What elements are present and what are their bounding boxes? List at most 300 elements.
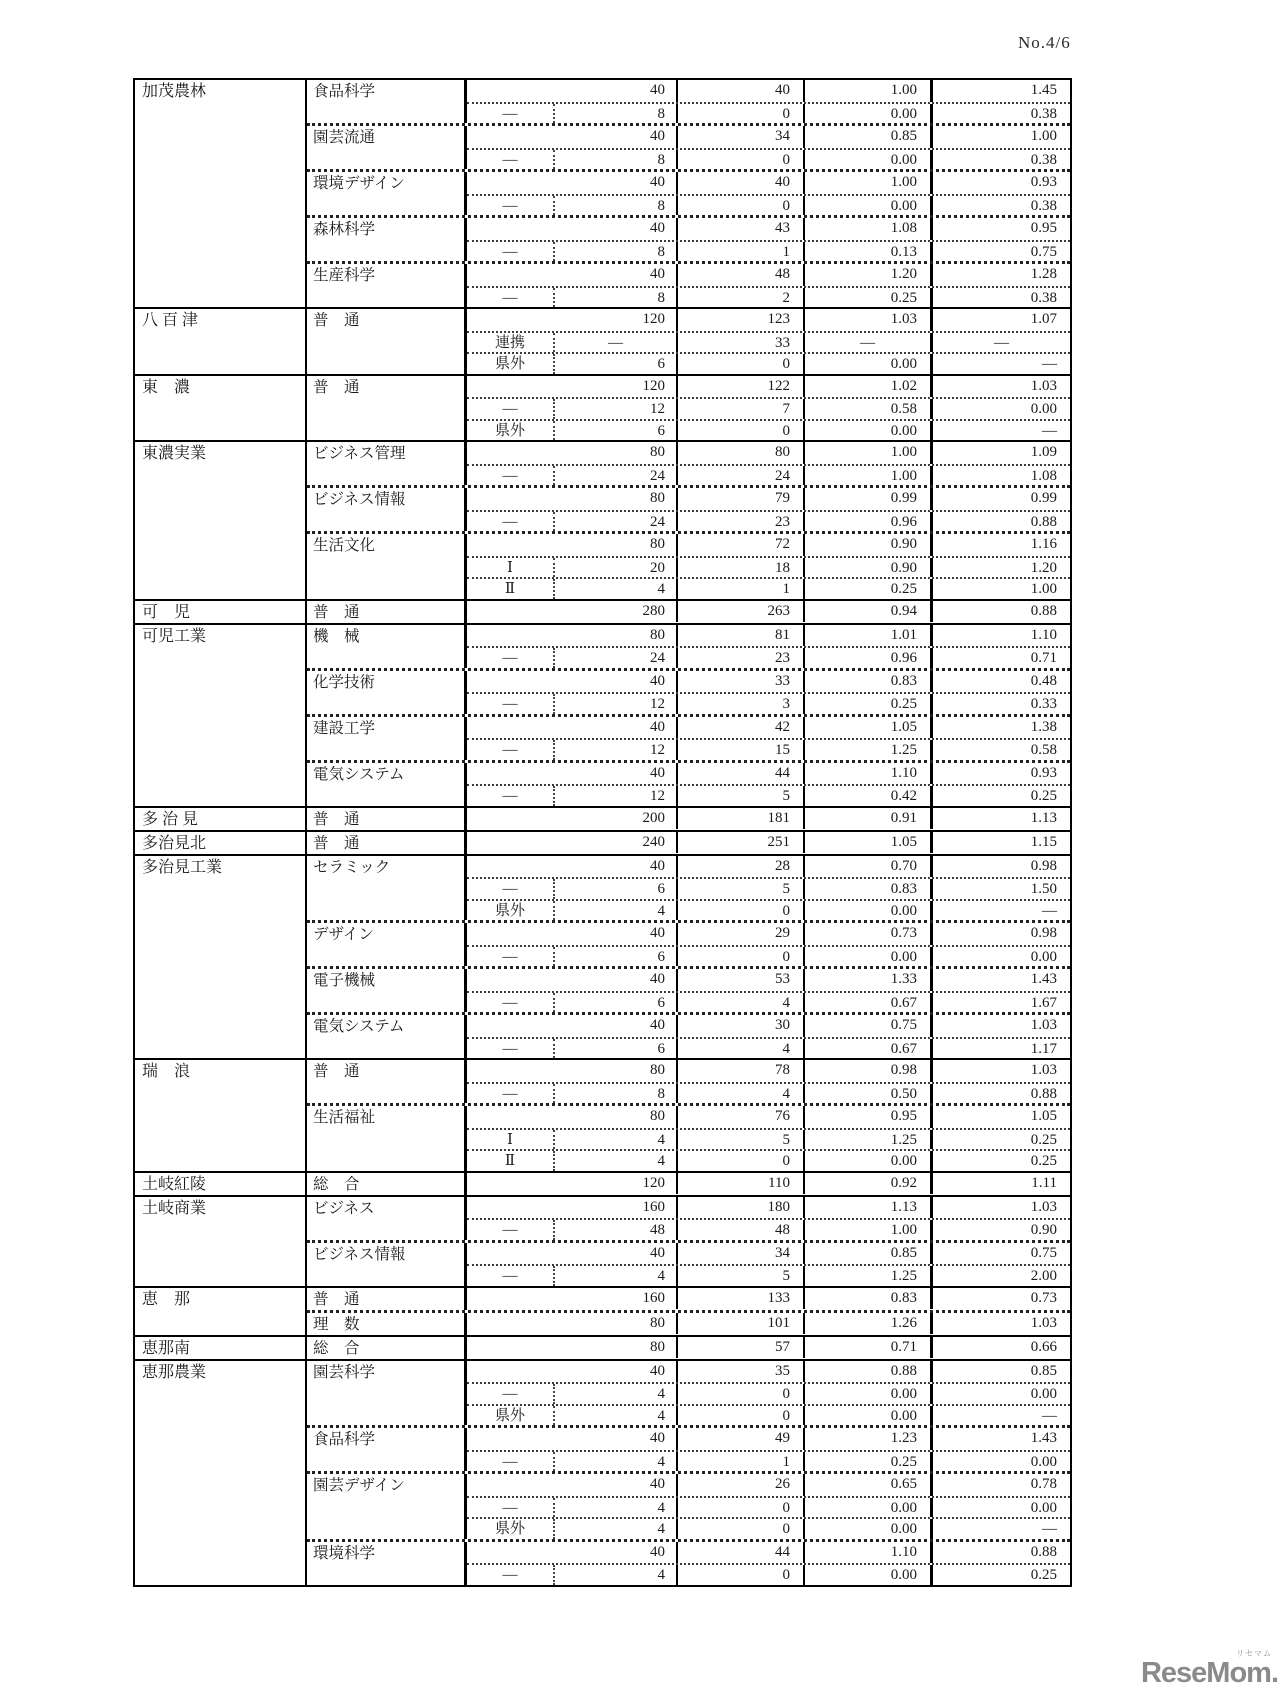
- dept-block: [307, 376, 1070, 441]
- ratio-cell: 0.99: [805, 488, 933, 510]
- capacity-cell: 4: [555, 901, 678, 921]
- second-ratio-cell: 0.73: [1030, 1289, 1057, 1306]
- second-ratio-cell: 1.20: [1030, 559, 1057, 576]
- table-row: [467, 671, 1070, 693]
- second-ratio-cell: 1.11: [1031, 1174, 1057, 1191]
- ratio-cell: 0.95: [805, 1106, 933, 1128]
- table-row: [467, 969, 1070, 991]
- rows-container: [467, 601, 1070, 623]
- table-row: [467, 534, 1070, 556]
- dept-name-cell: 普 通: [307, 376, 467, 441]
- dept-block: [307, 169, 1070, 215]
- page-number: No.4/6: [1018, 33, 1071, 52]
- school-block: [135, 80, 1070, 307]
- departments-container: [307, 1361, 1070, 1585]
- table-row: [467, 1474, 1070, 1496]
- capacity-cell: 160: [467, 1288, 678, 1310]
- rows-container: [467, 1288, 1070, 1310]
- school-block: [135, 623, 1070, 806]
- school-name-cell: 土岐紅陵: [135, 1173, 307, 1195]
- departments-container: [307, 856, 1070, 1059]
- second-ratio-cell: 0.88: [1030, 513, 1057, 530]
- capacity-cell: 12: [555, 694, 678, 714]
- dept-block: [307, 668, 1070, 714]
- table-row: [467, 464, 1070, 486]
- ratio-cell: 0.83: [805, 671, 933, 693]
- departments-container: [307, 601, 1070, 623]
- table-row: [467, 510, 1070, 532]
- second-ratio-cell: 1.50: [1030, 881, 1057, 897]
- table-row: [467, 784, 1070, 806]
- rows-container: [467, 763, 1070, 806]
- capacity-cell: 240: [467, 832, 678, 854]
- applicants-cell: 23: [678, 648, 805, 668]
- dept-name-cell: 理 数: [307, 1313, 467, 1335]
- applicants-cell: 79: [678, 488, 805, 510]
- second-ratio-cell: 0.88: [1030, 602, 1057, 619]
- applicants-cell: 42: [678, 717, 805, 739]
- table-row: [467, 738, 1070, 760]
- school-name-cell: 恵 那: [135, 1288, 307, 1335]
- table-row: [467, 1218, 1070, 1240]
- ratio-cell: 0.70: [805, 856, 933, 878]
- second-ratio-cell: —: [1042, 356, 1057, 372]
- dept-name-cell: ビジネス: [307, 1197, 467, 1240]
- dept-block: [307, 1310, 1070, 1335]
- rows-container: [467, 808, 1070, 830]
- school-name-cell: 東 濃: [135, 376, 307, 441]
- ratio-cell: 0.00: [805, 421, 933, 441]
- second-ratio-cell: 0.98: [1030, 857, 1057, 874]
- capacity-cell: 48: [555, 1220, 678, 1240]
- ratio-cell: 0.98: [805, 1060, 933, 1082]
- capacity-cell: 280: [467, 601, 678, 623]
- sub-label-cell: 県外: [467, 1519, 555, 1539]
- sub-label-cell: Ⅰ: [467, 1130, 555, 1150]
- applicants-cell: 18: [678, 558, 805, 578]
- applicants-cell: 34: [678, 1243, 805, 1265]
- ratio-cell: 0.42: [805, 786, 933, 806]
- ratio-cell: 0.85: [805, 126, 933, 148]
- second-ratio-cell: 0.95: [1030, 220, 1057, 236]
- second-ratio-cell: 1.03: [1030, 1198, 1057, 1215]
- school-name-cell: 可児工業: [135, 625, 307, 806]
- capacity-cell: 8: [555, 242, 678, 262]
- table-row: [467, 877, 1070, 899]
- applicants-cell: 0: [678, 1151, 805, 1171]
- second-ratio-cell: 0.88: [1030, 1543, 1057, 1560]
- table-row: [467, 376, 1070, 398]
- applicants-cell: 5: [678, 1130, 805, 1150]
- applicants-cell: 0: [678, 150, 805, 170]
- dept-name-cell: 生活文化: [307, 534, 467, 599]
- capacity-cell: 40: [467, 218, 678, 240]
- rows-container: [467, 671, 1070, 714]
- dept-name-cell: 総 合: [307, 1173, 467, 1195]
- table-row: [467, 419, 1070, 441]
- capacity-cell: 120: [467, 309, 678, 331]
- capacity-cell: 4: [555, 1151, 678, 1171]
- table-row: [467, 80, 1070, 102]
- sub-label-cell: —: [467, 1220, 555, 1240]
- dept-block: [307, 1425, 1070, 1471]
- table-row: [467, 1563, 1070, 1585]
- dept-block: [307, 261, 1070, 307]
- dept-block: [307, 601, 1070, 623]
- ratio-cell: 0.67: [805, 993, 933, 1013]
- applicants-cell: 24: [678, 466, 805, 486]
- table-row: [467, 309, 1070, 331]
- table-row: [467, 717, 1070, 739]
- departments-container: [307, 1197, 1070, 1286]
- applicants-cell: 0: [678, 1519, 805, 1539]
- table-row: [467, 218, 1070, 240]
- capacity-cell: 40: [467, 717, 678, 739]
- sub-label-cell: Ⅱ: [467, 1151, 555, 1171]
- sub-label-cell: —: [467, 1384, 555, 1404]
- second-ratio-cell: 1.38: [1030, 718, 1057, 735]
- table-row: [467, 763, 1070, 785]
- dept-block: [307, 1288, 1070, 1310]
- second-ratio-cell: 1.05: [1030, 1108, 1057, 1124]
- capacity-cell: 40: [467, 126, 678, 148]
- table-row: [467, 148, 1070, 170]
- rows-container: [467, 218, 1070, 261]
- capacity-cell: 12: [555, 399, 678, 419]
- table-row: [467, 1037, 1070, 1059]
- table-row: [467, 601, 1070, 623]
- applicants-cell: 2: [678, 288, 805, 308]
- second-ratio-cell: —: [1042, 1407, 1057, 1424]
- sub-label-cell: —: [467, 1266, 555, 1286]
- ratio-cell: 0.58: [805, 399, 933, 419]
- table-row: [467, 1082, 1070, 1104]
- ratio-cell: 0.00: [805, 150, 933, 170]
- ratio-cell: 0.85: [805, 1243, 933, 1265]
- dept-name-cell: 食品科学: [307, 1428, 467, 1471]
- rows-container: [467, 923, 1070, 966]
- second-ratio-cell: 0.75: [1030, 1244, 1057, 1261]
- table-row: [467, 1173, 1070, 1195]
- dept-name-cell: 普 通: [307, 808, 467, 830]
- second-ratio-cell: —: [1042, 422, 1057, 439]
- table-row: [467, 102, 1070, 124]
- rows-container: [467, 376, 1070, 441]
- dept-name-cell: 普 通: [307, 1288, 467, 1310]
- capacity-cell: 4: [555, 1266, 678, 1286]
- table-row: [467, 899, 1070, 921]
- second-ratio-cell: 0.25: [1030, 1131, 1057, 1148]
- capacity-cell: 12: [555, 740, 678, 760]
- sub-label-cell: —: [467, 466, 555, 486]
- departments-container: [307, 1173, 1070, 1195]
- ratio-cell: 0.00: [805, 354, 933, 374]
- applicants-cell: 44: [678, 763, 805, 785]
- rows-container: [467, 1060, 1070, 1103]
- table-row: [467, 1428, 1070, 1450]
- sub-label-cell: 県外: [467, 421, 555, 441]
- rows-container: [467, 1428, 1070, 1471]
- second-ratio-cell: 0.99: [1030, 490, 1057, 506]
- second-ratio-cell: 1.13: [1030, 809, 1057, 826]
- table-row: [467, 1197, 1070, 1219]
- capacity-cell: 8: [555, 1084, 678, 1104]
- capacity-cell: 24: [555, 466, 678, 486]
- second-ratio-cell: 0.25: [1030, 1153, 1057, 1169]
- dept-block: [307, 1060, 1070, 1103]
- applicants-cell: 4: [678, 1084, 805, 1104]
- ratio-cell: 0.92: [805, 1173, 933, 1195]
- table-row: [467, 832, 1070, 854]
- second-ratio-cell: 1.09: [1030, 444, 1057, 460]
- dept-name-cell: 総 合: [307, 1337, 467, 1359]
- departments-container: [307, 625, 1070, 806]
- capacity-cell: 160: [467, 1197, 678, 1219]
- school-name-cell: 可 児: [135, 601, 307, 623]
- school-block: [135, 1286, 1070, 1335]
- school-block: [135, 599, 1070, 623]
- rows-container: [467, 309, 1070, 374]
- dept-block: [307, 1197, 1070, 1240]
- dept-block: [307, 531, 1070, 599]
- ratio-cell: 0.65: [805, 1474, 933, 1496]
- dept-name-cell: 普 通: [307, 832, 467, 854]
- capacity-cell: 6: [555, 879, 678, 899]
- school-block: [135, 1195, 1070, 1286]
- table-row: [467, 286, 1070, 308]
- school-name-cell: 多治見北: [135, 832, 307, 854]
- sub-label-cell: 連携: [467, 333, 555, 353]
- capacity-cell: 80: [467, 1060, 678, 1082]
- ratio-cell: 0.94: [805, 601, 933, 623]
- ratio-cell: 0.25: [805, 694, 933, 714]
- second-ratio-cell: 0.00: [1030, 1453, 1057, 1470]
- school-block: [135, 440, 1070, 599]
- table-row: [467, 808, 1070, 830]
- capacity-cell: 80: [467, 442, 678, 464]
- rows-container: [467, 534, 1070, 599]
- ratio-cell: 1.33: [805, 969, 933, 991]
- ratio-cell: 1.05: [805, 717, 933, 739]
- second-ratio-cell: 1.43: [1030, 971, 1057, 987]
- table-row: [467, 264, 1070, 286]
- second-ratio-cell: 1.17: [1030, 1040, 1057, 1057]
- capacity-cell: 40: [467, 80, 678, 102]
- capacity-cell: 40: [467, 856, 678, 878]
- table-row: [467, 1382, 1070, 1404]
- applicants-cell: 76: [678, 1106, 805, 1128]
- table-row: [467, 1361, 1070, 1383]
- ratio-cell: 0.83: [805, 1288, 933, 1310]
- applicants-cell: 5: [678, 1266, 805, 1286]
- ratio-cell: 0.50: [805, 1084, 933, 1104]
- rows-container: [467, 1474, 1070, 1539]
- table-row: [467, 856, 1070, 878]
- dept-block: [307, 1337, 1070, 1359]
- dept-name-cell: 化学技術: [307, 671, 467, 714]
- applicants-cell: 26: [678, 1474, 805, 1496]
- table-row: [467, 646, 1070, 668]
- applicants-cell: 263: [678, 601, 805, 623]
- ratio-cell: 1.26: [805, 1313, 933, 1335]
- second-ratio-cell: 1.07: [1030, 311, 1057, 327]
- dept-block: [307, 1103, 1070, 1171]
- applicants-cell: 30: [678, 1015, 805, 1037]
- dept-name-cell: 園芸流通: [307, 126, 467, 169]
- second-ratio-cell: 1.10: [1030, 626, 1057, 643]
- capacity-cell: 40: [467, 264, 678, 286]
- table-row: [467, 923, 1070, 945]
- rows-container: [467, 172, 1070, 215]
- table-row: [467, 331, 1070, 353]
- applicants-cell: 57: [678, 1337, 805, 1359]
- ratio-cell: 0.96: [805, 648, 933, 668]
- rows-container: [467, 625, 1070, 668]
- applicants-cell: 0: [678, 1565, 805, 1585]
- capacity-cell: 8: [555, 288, 678, 308]
- school-block: [135, 1335, 1070, 1359]
- school-name-cell: 土岐商業: [135, 1197, 307, 1286]
- school-block: [135, 374, 1070, 441]
- second-ratio-cell: 0.93: [1030, 764, 1057, 781]
- ratio-cell: 1.00: [805, 466, 933, 486]
- school-block: [135, 1171, 1070, 1195]
- capacity-cell: 24: [555, 512, 678, 532]
- second-ratio-cell: 0.93: [1030, 174, 1057, 190]
- ratio-cell: 1.13: [805, 1197, 933, 1219]
- ratio-cell: 1.00: [805, 1220, 933, 1240]
- rows-container: [467, 488, 1070, 531]
- rows-container: [467, 80, 1070, 123]
- ratio-cell: 1.00: [805, 80, 933, 102]
- table-row: [467, 991, 1070, 1013]
- sub-label-cell: —: [467, 1452, 555, 1472]
- table-row: [467, 442, 1070, 464]
- ratio-cell: 0.96: [805, 512, 933, 532]
- applicants-cell: 43: [678, 218, 805, 240]
- sub-label-cell: —: [467, 1565, 555, 1585]
- dept-name-cell: 普 通: [307, 309, 467, 374]
- ratio-cell: —: [805, 333, 933, 353]
- capacity-cell: 120: [467, 1173, 678, 1195]
- dept-name-cell: 普 通: [307, 1060, 467, 1103]
- table-row: [467, 625, 1070, 647]
- capacity-cell: 80: [467, 488, 678, 510]
- table-row: [467, 240, 1070, 262]
- dept-name-cell: デザイン: [307, 923, 467, 966]
- table-row: [467, 1288, 1070, 1310]
- second-ratio-cell: 1.28: [1030, 266, 1057, 282]
- dept-name-cell: 電気システム: [307, 1015, 467, 1058]
- school-name-cell: 多 治 見: [135, 808, 307, 830]
- capacity-cell: 6: [555, 1039, 678, 1059]
- table-row: [467, 172, 1070, 194]
- rows-container: [467, 1106, 1070, 1171]
- dept-name-cell: 生産科学: [307, 264, 467, 307]
- table-row: [467, 1450, 1070, 1472]
- sub-label-cell: 県外: [467, 354, 555, 374]
- second-ratio-cell: 1.43: [1030, 1430, 1057, 1446]
- applicants-cell: 4: [678, 1039, 805, 1059]
- ratio-cell: 0.00: [805, 196, 933, 216]
- second-ratio-cell: 1.45: [1030, 82, 1057, 98]
- ratio-cell: 0.13: [805, 242, 933, 262]
- ratio-cell: 0.00: [805, 1498, 933, 1518]
- ratio-cell: 0.73: [805, 923, 933, 945]
- sub-label-cell: —: [467, 1084, 555, 1104]
- table-row: [467, 1264, 1070, 1286]
- table-row: [467, 577, 1070, 599]
- capacity-cell: 4: [555, 1384, 678, 1404]
- sub-label-cell: —: [467, 694, 555, 714]
- dept-block: [307, 1471, 1070, 1539]
- dept-block: [307, 625, 1070, 668]
- capacity-cell: 4: [555, 1519, 678, 1539]
- ratio-cell: 1.03: [805, 309, 933, 331]
- second-ratio-cell: 0.66: [1030, 1338, 1057, 1355]
- second-ratio-cell: 1.00: [1030, 128, 1057, 144]
- school-name-cell: 恵那南: [135, 1337, 307, 1359]
- table-row: [467, 1337, 1070, 1359]
- dept-block: [307, 1361, 1070, 1426]
- ratio-cell: 0.00: [805, 104, 933, 124]
- applicants-cell: 0: [678, 947, 805, 967]
- ratio-cell: 0.25: [805, 288, 933, 308]
- capacity-cell: 40: [467, 923, 678, 945]
- dept-block: [307, 920, 1070, 966]
- capacity-cell: 8: [555, 150, 678, 170]
- table-row: [467, 352, 1070, 374]
- applicants-cell: 23: [678, 512, 805, 532]
- applicants-cell: 48: [678, 1220, 805, 1240]
- applicants-cell: 133: [678, 1288, 805, 1310]
- applicants-cell: 123: [678, 309, 805, 331]
- rows-container: [467, 717, 1070, 760]
- rows-container: [467, 1173, 1070, 1195]
- dept-block: [307, 1173, 1070, 1195]
- applicants-cell: 110: [678, 1173, 805, 1195]
- sub-label-cell: 県外: [467, 901, 555, 921]
- second-ratio-cell: 1.03: [1030, 1314, 1057, 1331]
- dept-block: [307, 215, 1070, 261]
- dept-name-cell: 森林科学: [307, 218, 467, 261]
- ratio-cell: 0.00: [805, 1384, 933, 1404]
- sub-label-cell: —: [467, 288, 555, 308]
- ratio-cell: 1.08: [805, 218, 933, 240]
- dept-name-cell: 建設工学: [307, 717, 467, 760]
- departments-container: [307, 1288, 1070, 1335]
- applicants-cell: 0: [678, 1406, 805, 1426]
- school-block: [135, 830, 1070, 854]
- applicants-cell: 29: [678, 923, 805, 945]
- dept-block: [307, 808, 1070, 830]
- ratio-cell: 1.25: [805, 1266, 933, 1286]
- dept-name-cell: 電子機械: [307, 969, 467, 1012]
- sub-label-cell: —: [467, 879, 555, 899]
- dept-name-cell: 食品科学: [307, 80, 467, 123]
- ratio-cell: 0.91: [805, 808, 933, 830]
- ratio-cell: 0.71: [805, 1337, 933, 1359]
- dept-name-cell: 普 通: [307, 601, 467, 623]
- ratio-cell: 0.25: [805, 579, 933, 599]
- applicants-cell: 0: [678, 1498, 805, 1518]
- second-ratio-cell: 0.88: [1030, 1085, 1057, 1102]
- ratio-cell: 0.00: [805, 947, 933, 967]
- table-row: [467, 1517, 1070, 1539]
- second-ratio-cell: 0.98: [1030, 925, 1057, 941]
- capacity-cell: 40: [467, 172, 678, 194]
- table-row: [467, 945, 1070, 967]
